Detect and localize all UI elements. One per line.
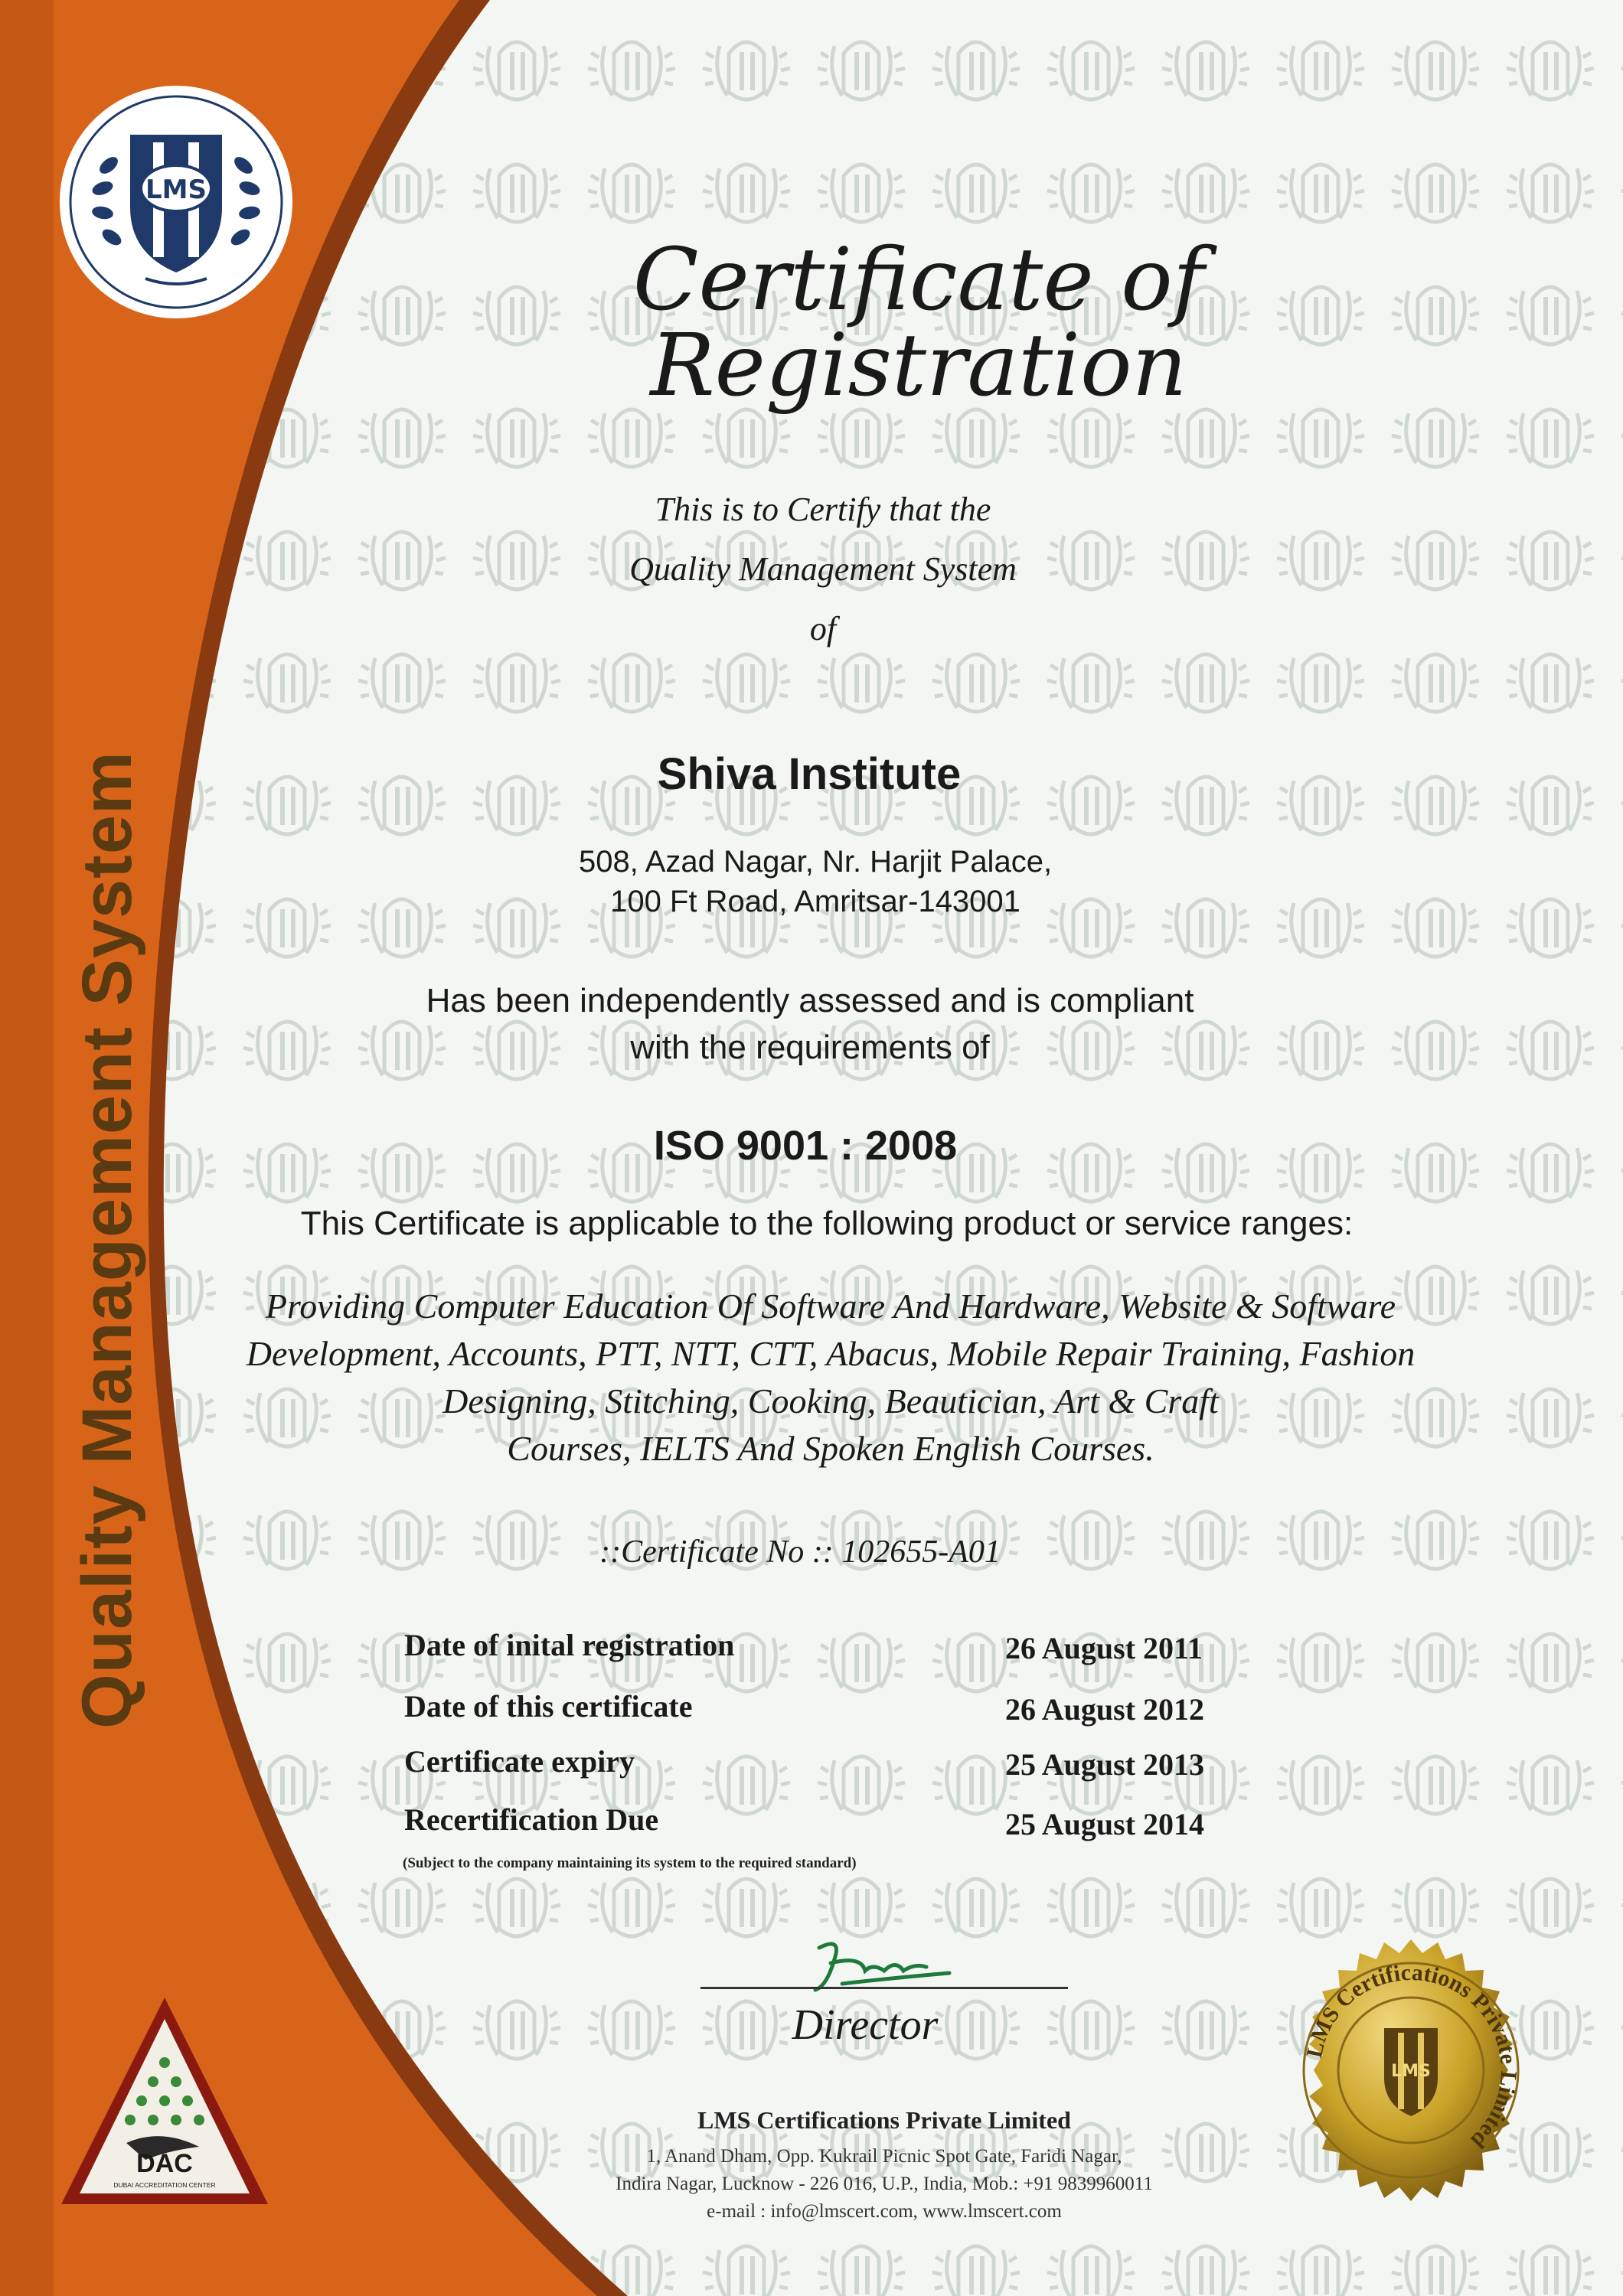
assessment-line-2: with the requirements of (630, 1029, 990, 1066)
intro-line-2: Quality Management System (629, 550, 1017, 588)
certificate-expiry-label: Certificate expiry (404, 1744, 635, 1779)
date-initial-registration-label: Date of inital registration (404, 1628, 735, 1662)
intro-line-3: of (809, 610, 837, 647)
company-address-line-2: 100 Ft Road, Amritsar-143001 (610, 885, 1020, 918)
seal-center-text: LMS (1391, 2062, 1431, 2081)
recertification-due-value: 25 August 2014 (1005, 1807, 1205, 1841)
dac-triangle-logo-icon (54, 1990, 276, 2212)
issuer-address-line-2: Indira Nagar, Lucknow - 226 016, U.P., India, Mob.: +91 9839960011 (616, 2174, 1153, 2194)
company-address-line-1: 508, Azad Nagar, Nr. Harjit Palace, (578, 845, 1053, 879)
certificate-number: ::Certificate No :: 102655-A01 (599, 1534, 1001, 1570)
signature-line (700, 1987, 1068, 1989)
date-initial-registration-value: 26 August 2011 (1005, 1631, 1203, 1665)
dac-logo-subtitle: DUBAI ACCREDITATION CENTER (113, 2181, 216, 2189)
certificate-title: Certificate of Registration (632, 230, 1205, 416)
dates-note: (Subject to the company maintaining its system to the required standard) (403, 1855, 857, 1871)
director-signature (789, 1929, 972, 2005)
issuer-address-line-1: 1, Anand Dham, Opp. Kukrail Picnic Spot Gate, Faridi Nagar, (646, 2146, 1122, 2167)
dac-logo-text: DAC (136, 2149, 193, 2178)
gold-seal-icon (1277, 1936, 1545, 2204)
assessment-line-1: Has been independently assessed and is compliant (426, 982, 1194, 1019)
issuer-name: LMS Certifications Private Limited (697, 2106, 1071, 2134)
certificate-expiry-value: 25 August 2013 (1005, 1747, 1205, 1782)
issuer-contact: e-mail : info@lmscert.com, www.lmscert.com (707, 2201, 1062, 2222)
seal-ring-text: LMS Certifications Private Limited (1301, 1959, 1522, 2154)
applicability-statement: This Certificate is applicable to the following product or service ranges: (300, 1205, 1354, 1242)
iso-standard: ISO 9001 : 2008 (653, 1123, 958, 1169)
date-this-certificate-label: Date of this certificate (404, 1689, 693, 1724)
lms-shield-emblem-icon (55, 81, 297, 323)
scope-line-2: Development, Accounts, PTT, NTT, CTT, Abacus, Mobile Repair Training, Fashion (246, 1334, 1416, 1373)
date-this-certificate-value: 26 August 2012 (1005, 1692, 1205, 1727)
lms-logo-text: LMS (145, 174, 207, 205)
director-title: Director (792, 2001, 939, 2049)
scope-line-1: Providing Computer Education Of Software And Hardware, Website & Software (265, 1287, 1396, 1326)
recertification-due-label: Recertification Due (404, 1802, 659, 1837)
sidebar-quality-management-text: Quality Management System (68, 751, 146, 1729)
scope-line-4: Courses, IELTS And Spoken English Courses. (507, 1429, 1154, 1468)
company-name: Shiva Institute (657, 749, 962, 799)
intro-line-1: This is to Certify that the (655, 491, 991, 528)
scope-line-3: Designing, Stitching, Cooking, Beautician, Art & Craft (442, 1381, 1219, 1420)
